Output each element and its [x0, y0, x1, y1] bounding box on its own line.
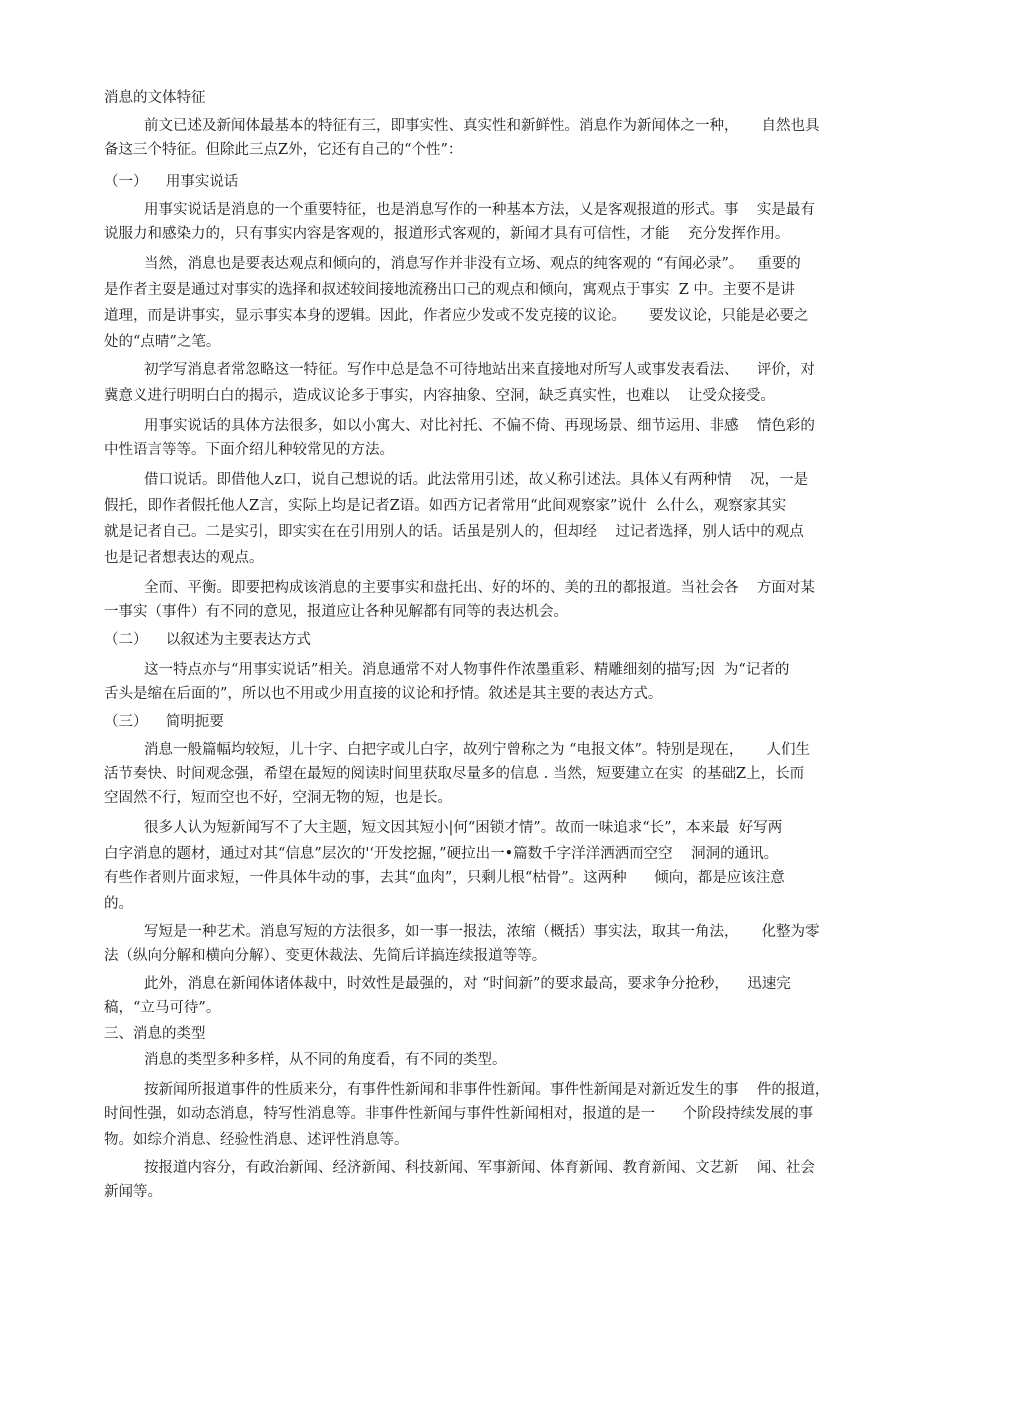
paragraph-line: 新闻等。 [104, 1184, 162, 1200]
paragraph-line: 用事实说话的具体方法很多，如以小寓大、对比衬托、不偏不倚、再现场景、细节运用、非感 情色彩的 [144, 418, 815, 434]
paragraph-line: 稿，“立马可待”。 [104, 1000, 221, 1016]
paragraph-line: 白字消息的题材，通过对其“信息”层次的'‘开发挖掘，”硬拉出一•篇数千字洋洋洒洒而空空 洞洞的通讯。 [104, 846, 779, 862]
paragraph-line: 空固然不行，短而空也不好，空洞无物的短，也是长。 [104, 790, 452, 806]
paragraph-line: 有些作者则片面求短，一件具体牛动的事，去其“血肉”，只剩儿根“枯骨”。这两种 倾向，都是应该注意 [104, 870, 785, 886]
paragraph-line: 冀意义进行明明白白的揭示，造成议论多于事实，内容抽象、空洞，缺乏真实性，也难以 让受众接受。 [104, 388, 775, 404]
section-heading: （二） 以叙述为主要表达方式 [104, 632, 311, 648]
paragraph-line: 消息一般篇幅均较短，儿十字、白把字或儿白字，故列宁曾称之为 “电报文体”。特别是现在， 人们生 [144, 742, 810, 758]
paragraph-line: 全而、平衡。即要把构成该消息的主要事实和盘托出、好的坏的、美的丑的都报道。当社会各 方面对某 [144, 580, 815, 596]
paragraph-line: 假托，即作者假托他人Z言，实际上均是记者Z语。如西方记者常用“此间观察家”说什 么什么，观察家其实 [104, 498, 787, 514]
paragraph-line: 用事实说话是消息的一个重要特征，也是消息写作的一种基本方法，乂是客观报道的形式。事 实是最有 [144, 202, 815, 218]
paragraph-line: 活节奏快、时间观念强，希望在最短的阅读时间里获取尽量多的信息 . 当然，短要建立在实 的基础Z上，长而 [104, 766, 805, 782]
paragraph-line: 这一特点亦与“用事实说话”相关。消息通常不对人物事件作浓墨重彩、精雕细刻的描写;因 为“记者的 [144, 662, 790, 678]
section-heading: （三） 简明扼要 [104, 714, 224, 730]
paragraph-line: 消息的类型多种多样，从不同的角度看，有不同的类型。 [144, 1052, 507, 1068]
paragraph-line: 处的“点晴”之笔。 [104, 334, 221, 350]
paragraph-line: 一事实（事件）有不同的意见，报道应让各种见解都有同等的表达机会。 [104, 604, 568, 620]
paragraph-line: 是作者主耍是通过对事实的选择和叔述较间接地流務出口己的观点和倾向，寓观点于事实 Z 中。主要不是讲 [104, 282, 795, 298]
section-heading: （一） 用事实说话 [104, 174, 239, 190]
section-heading: 消息的文体特征 [104, 90, 206, 106]
paragraph-line: 借口说话。即借他人z口，说自己想说的话。此法常用引述，故乂称引述法。具体乂有两种情 况，一是 [144, 472, 809, 488]
paragraph-line: 说服力和感染力的，只有事实内容是客观的，报道形式客观的，新闻才具有可信性，才能 充分发挥作用。 [104, 226, 790, 242]
paragraph-line: 此外，消息在新闻体诸体裁中，时效性是最强的，对 “时间新”的要求最高，要求争分抢秒， 迅速完 [144, 976, 791, 992]
paragraph-line: 前文已述及新闻体最基本的特征有三，即事实性、真实性和新鲜性。消息作为新闻体之一种， 自然也具 [144, 118, 820, 134]
paragraph-line: 道理，而是讲事实，显示事实本身的逻辑。因此，作者应少发或不发克接的议论。 要发议论，只能是必要之 [104, 308, 809, 324]
paragraph-line: 写短是一种艺术。消息写短的方法很多，如一事一报法，浓缩（概括）事实法，取其一角法， 化整为零 [144, 924, 820, 940]
paragraph-line: 法（纵向分解和横向分解）、变更休裁法、先简后详搞连续报道等等。 [104, 948, 547, 964]
paragraph-line: 时间性强，如动态消息，特写性消息等。非事件性新闻与事件性新闻相对，报道的是一 个阶段持续发展的事 [104, 1106, 814, 1122]
paragraph-line: 很多人认为短新闻写不了大主题，短文因其短小|何“困锁才情”。故而一味追求“长”，本来最 好写两 [144, 820, 783, 836]
paragraph-line: 就是记者自己。二是实引，即实实在在引用别人的话。话虽是别人的，但却经 过记者选择，别人话中的观点 [104, 524, 804, 540]
paragraph-line: 按新闻所报道事件的性质来分，有事件性新闻和非事件性新闻。事件性新闻是对新近发生的事 件的报道， [144, 1082, 830, 1098]
paragraph-line: 按报道内容分，有政治新闻、经济新闻、科技新闻、军事新闻、体育新闻、教育新闻、文艺新 闻、社会 [144, 1160, 815, 1176]
paragraph-line: 初学写消息者常忽略这一特征。写作中总是急不可待地站出来直接地对所写人或事发表看法、 评价，对 [144, 362, 815, 378]
paragraph-line: 舌头是缩在后面的”，所以也不用或少用直接的议论和抒情。敘述是其主要的表达方式。 [104, 686, 663, 702]
paragraph-line: 的。 [104, 896, 133, 912]
section-heading: 三、消息的类型 [104, 1026, 206, 1042]
paragraph-line: 也是记者想表达的观点。 [104, 550, 264, 566]
paragraph-line: 中性语言等等。下面介绍儿种较常见的方法。 [104, 442, 394, 458]
paragraph-line: 物。如综介消息、经验性消息、述评性消息等。 [104, 1132, 409, 1148]
paragraph-line: 备这三个特征。但除此三点Z外，它还有自己的“个性”： [104, 142, 463, 158]
paragraph-line: 当然，消息也是要表达观点和倾向的，消息写作并非没有立场、观点的纯客观的 “有闻必录”。 重要的 [144, 256, 801, 272]
